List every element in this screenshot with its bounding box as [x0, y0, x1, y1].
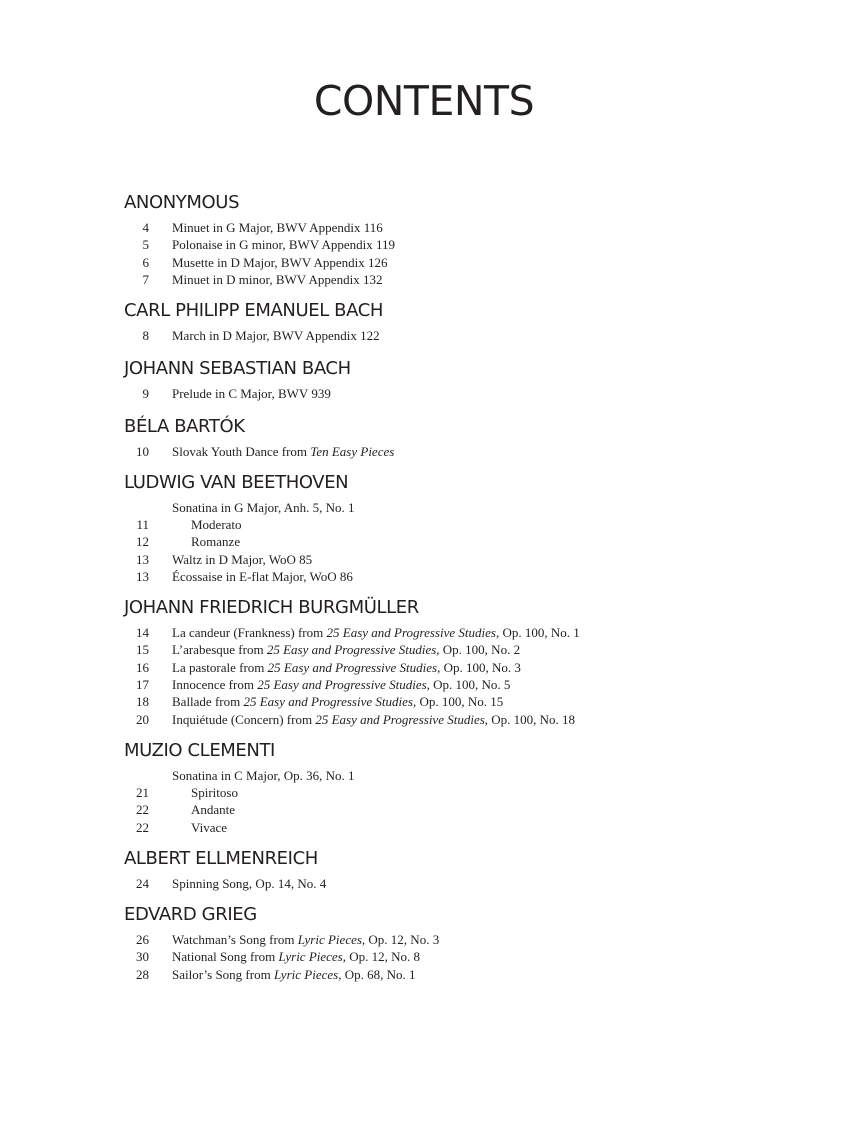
page-number: 10	[136, 444, 149, 459]
piece-title: March in D Major, BWV Appendix 122	[172, 328, 380, 343]
composer-heading: MUZIO CLEMENTI	[124, 740, 275, 761]
piece-title: La pastorale from 25 Easy and Progressive Studies, Op. 100, No. 3	[172, 660, 521, 675]
page-number: 9	[142, 386, 149, 401]
work-title: Lyric Pieces	[273, 967, 339, 982]
page-number: 6	[142, 255, 149, 270]
piece-title: Sonatina in C Major, Op. 36, No. 1	[172, 768, 355, 783]
work-title: 25 Easy and Progressive Studies	[243, 694, 413, 709]
work-title: Ten Easy Pieces	[310, 444, 395, 459]
work-title: 25 Easy and Progressive Studies	[257, 677, 427, 692]
page-number: 13	[136, 552, 149, 567]
composer-heading: JOHANN FRIEDRICH BURGMÜLLER	[124, 597, 419, 618]
composer-heading: ALBERT ELLMENREICH	[124, 848, 318, 869]
piece-title: Waltz in D Major, WoO 85	[172, 552, 313, 567]
page-number: 14	[136, 625, 149, 640]
movement-title: Vivace	[191, 820, 228, 835]
movement-title: Romanze	[191, 534, 241, 549]
page-number: 20	[136, 712, 149, 727]
page-number: 28	[136, 967, 149, 982]
page-number: 4	[142, 220, 149, 235]
piece-title: Minuet in G Major, BWV Appendix 116	[172, 220, 383, 235]
page-number: 24	[136, 876, 149, 891]
work-title: 25 Easy and Progressive Studies	[266, 642, 437, 657]
piece-title: Prelude in C Major, BWV 939	[172, 386, 331, 401]
piece-title: La candeur (Frankness) from 25 Easy and Progressive Studies, Op. 100, No. 1	[172, 625, 580, 640]
composer-heading: ANONYMOUS	[124, 192, 240, 213]
work-title: 25 Easy and Progressive Studies	[315, 712, 485, 727]
composer-heading: EDVARD GRIEG	[124, 904, 257, 925]
movement-title: Andante	[191, 802, 236, 817]
piece-title: Slovak Youth Dance from Ten Easy Pieces	[172, 444, 395, 459]
composer-heading: CARL PHILIPP EMANUEL BACH	[124, 300, 384, 321]
piece-title: Inquiétude (Concern) from 25 Easy and Progressive Studies, Op. 100, No. 18	[172, 712, 576, 727]
page-number: 17	[136, 677, 149, 692]
piece-title: Écossaise in E-flat Major, WoO 86	[172, 569, 353, 584]
composer-heading: LUDWIG VAN BEETHOVEN	[124, 472, 349, 493]
piece-title: Innocence from 25 Easy and Progressive Studies, Op. 100, No. 5	[172, 677, 511, 692]
piece-title: Polonaise in G minor, BWV Appendix 119	[172, 237, 395, 252]
page-number: 16	[136, 660, 149, 675]
page-number: 18	[136, 694, 149, 709]
piece-title: National Song from Lyric Pieces, Op. 12, No. 8	[172, 949, 421, 964]
page-number: 8	[142, 328, 149, 343]
piece-title: L’arabesque from 25 Easy and Progressive Studies, Op. 100, No. 2	[172, 642, 521, 657]
work-title: 25 Easy and Progressive Studies	[267, 660, 438, 675]
work-title: Lyric Pieces	[297, 932, 362, 947]
piece-title: Spinning Song, Op. 14, No. 4	[172, 876, 327, 891]
page-number: 5	[142, 237, 149, 252]
page-number: 22	[136, 802, 149, 817]
piece-title: Minuet in D minor, BWV Appendix 132	[172, 272, 383, 287]
movement-title: Spiritoso	[191, 785, 238, 800]
page-number: 12	[136, 534, 149, 549]
movement-title: Moderato	[191, 517, 242, 532]
page-number: 26	[136, 932, 149, 947]
piece-title: Watchman’s Song from Lyric Pieces, Op. 12, No. 3	[172, 932, 440, 947]
piece-title: Musette in D Major, BWV Appendix 126	[172, 255, 388, 270]
piece-title: Sonatina in G Major, Anh. 5, No. 1	[172, 500, 355, 515]
piece-title: Sailor’s Song from Lyric Pieces, Op. 68, No. 1	[172, 967, 416, 982]
work-title: Lyric Pieces	[278, 949, 343, 964]
composer-heading: BÉLA BARTÓK	[124, 416, 245, 437]
piece-title: Ballade from 25 Easy and Progressive Studies, Op. 100, No. 15	[172, 694, 504, 709]
page-number: 15	[136, 642, 149, 657]
page-number: 11	[136, 517, 149, 532]
page-title: CONTENTS	[313, 77, 535, 125]
composer-heading: JOHANN SEBASTIAN BACH	[124, 358, 351, 379]
work-title: 25 Easy and Progressive Studies	[326, 625, 496, 640]
page-number: 22	[136, 820, 149, 835]
page-number: 7	[142, 272, 149, 287]
page-number: 21	[136, 785, 149, 800]
page-number: 30	[136, 949, 149, 964]
page-number: 13	[136, 569, 149, 584]
